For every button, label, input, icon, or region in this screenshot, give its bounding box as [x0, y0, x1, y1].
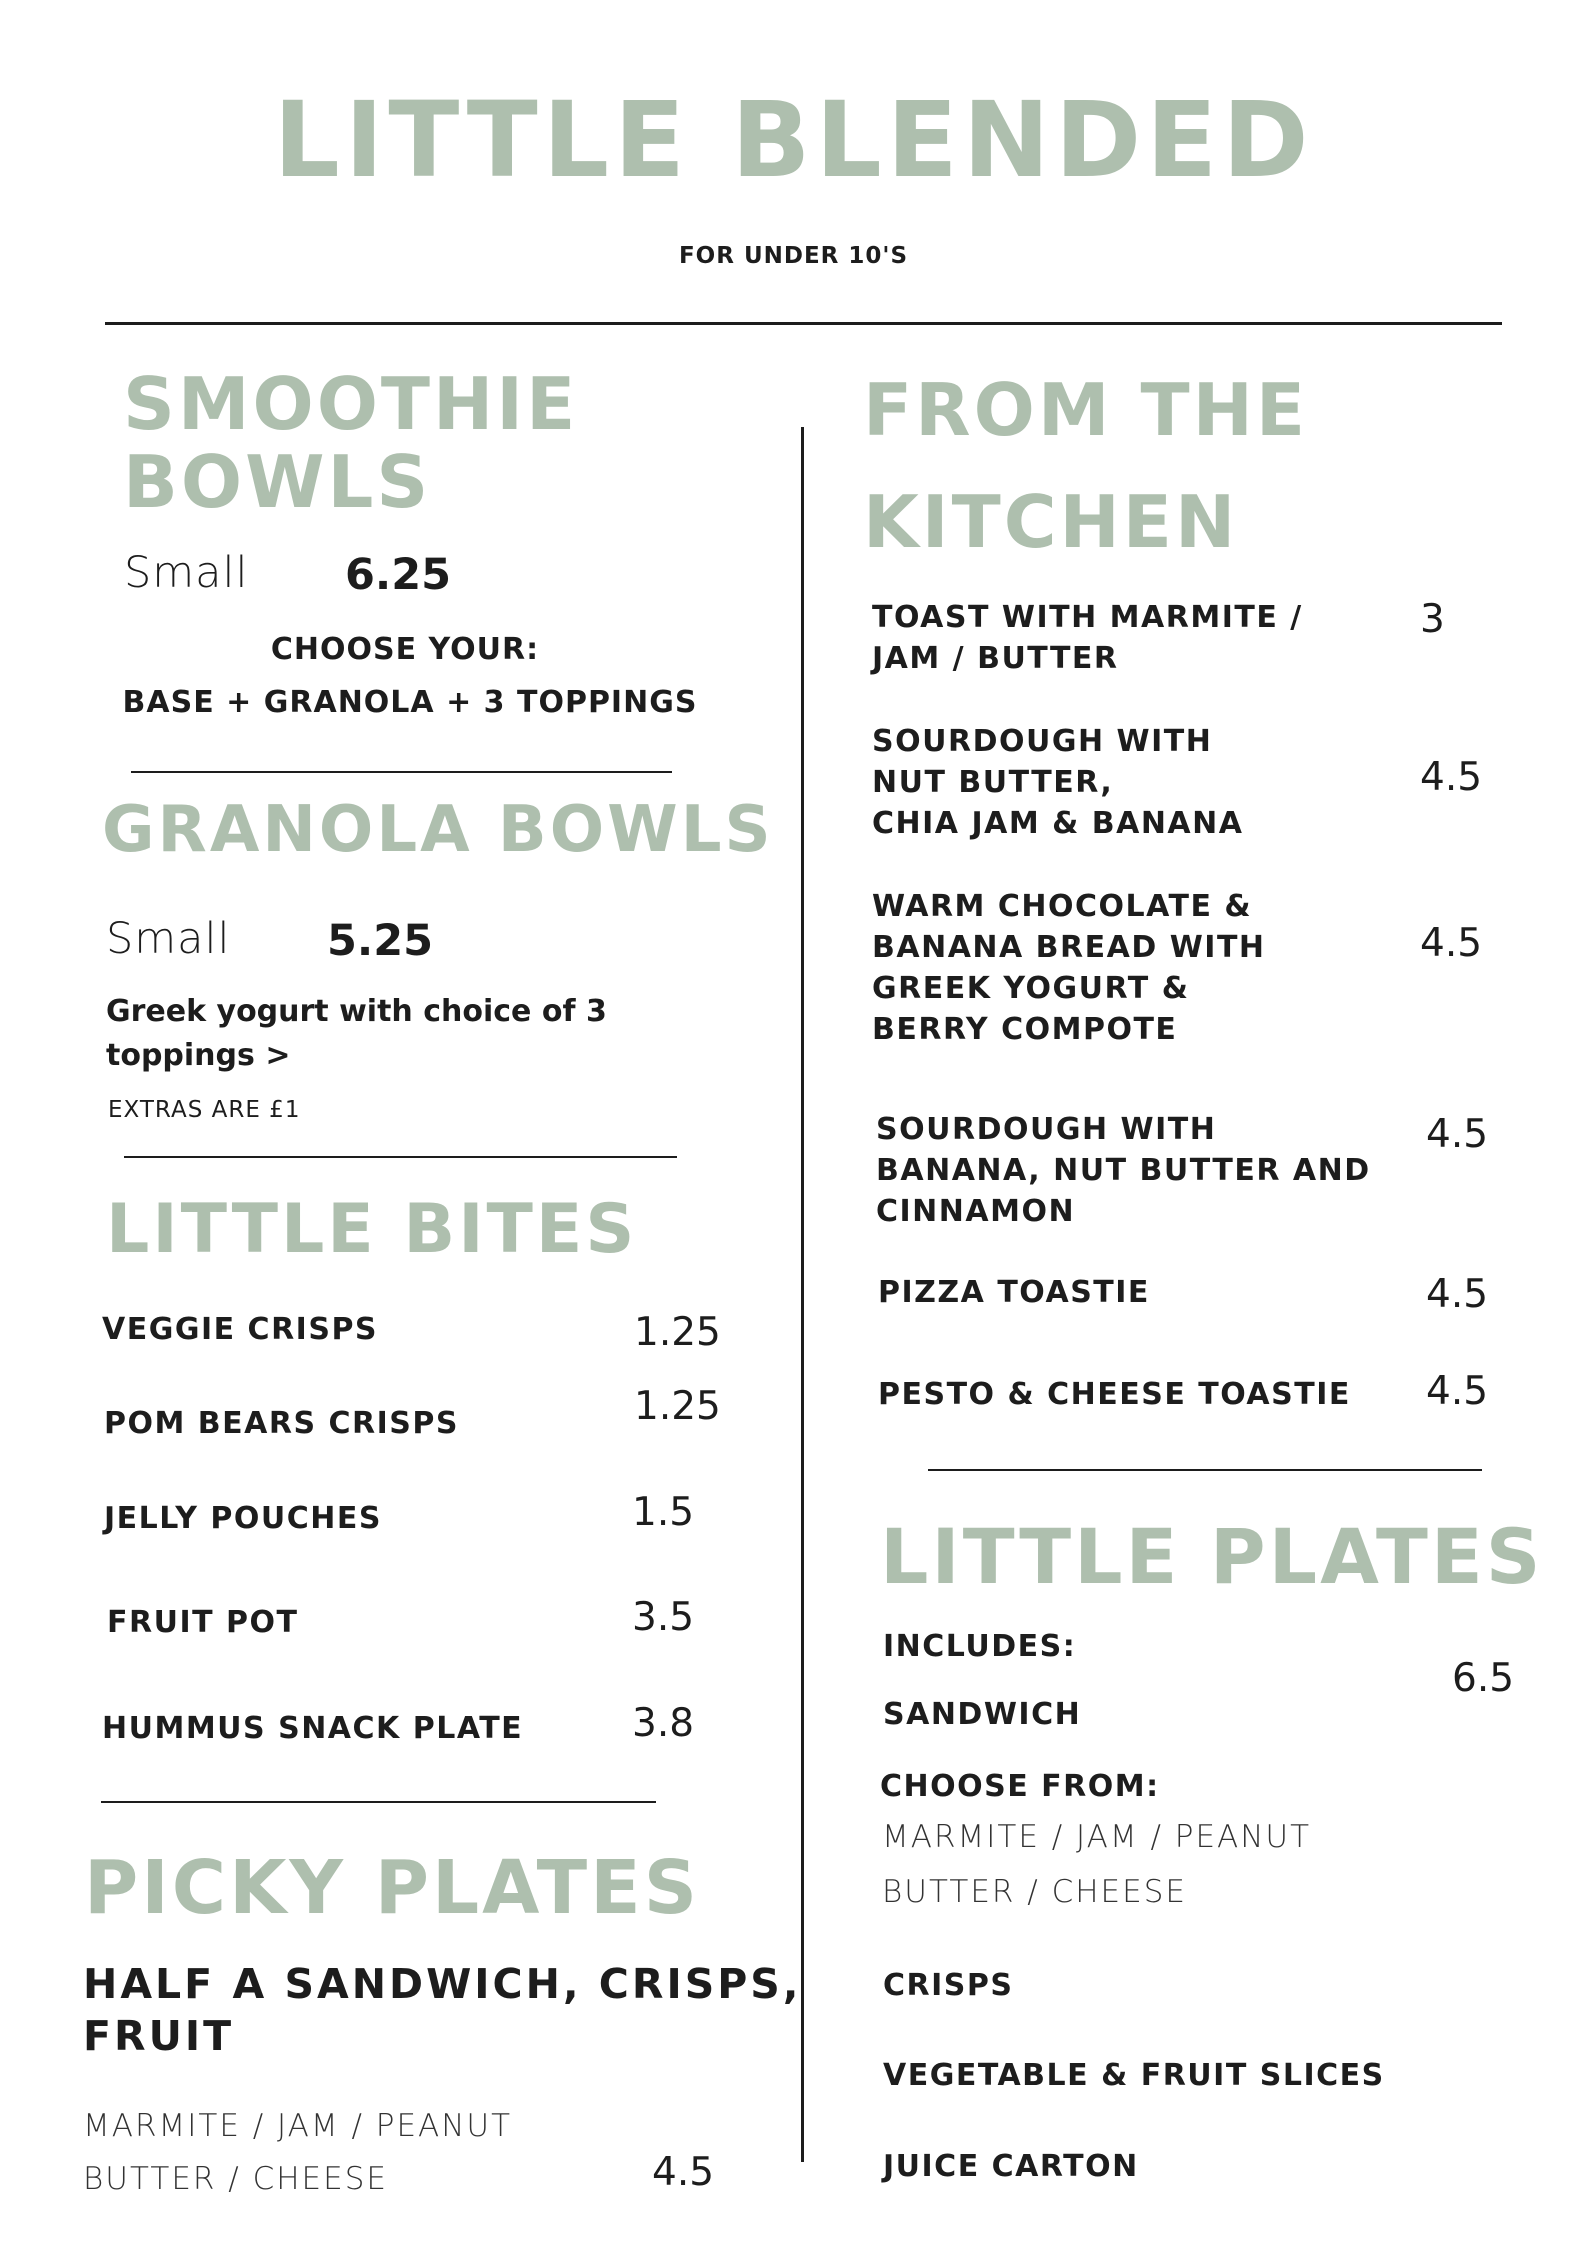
bite-item-price: 3.5: [632, 1595, 695, 1640]
smoothie-combo: BASE + GRANOLA + 3 TOPPINGS: [122, 685, 698, 720]
kitchen-item-line: SOURDOUGH WITH: [876, 1112, 1217, 1147]
picky-plates-heading: PICKY PLATES: [84, 1845, 701, 1931]
bites-divider: [101, 1801, 656, 1803]
kitchen-item-line: BANANA, NUT BUTTER AND: [876, 1153, 1371, 1188]
bite-item-name: POM BEARS CRISPS: [104, 1406, 459, 1441]
kitchen-heading-line1: FROM THE: [863, 368, 1309, 452]
smoothie-price: 6.25: [345, 550, 452, 600]
kitchen-item-price: 4.5: [1426, 1112, 1489, 1157]
kitchen-item-line: NUT BUTTER,: [872, 765, 1114, 800]
kitchen-item-line: PESTO & CHEESE TOASTIE: [878, 1377, 1351, 1412]
plates-sandwich: SANDWICH: [883, 1697, 1082, 1732]
plates-juice: JUICE CARTON: [883, 2149, 1139, 2184]
smoothie-divider: [131, 771, 672, 773]
menu-subtitle: FOR UNDER 10'S: [678, 243, 909, 269]
granola-desc-line2: toppings >: [106, 1038, 291, 1073]
bite-item-price: 1.25: [634, 1310, 721, 1355]
kitchen-item-line: JAM / BUTTER: [872, 641, 1119, 676]
bite-item-name: HUMMUS SNACK PLATE: [102, 1711, 524, 1746]
kitchen-item-line: GREEK YOGURT &: [872, 971, 1190, 1006]
menu-title: LITTLE BLENDED: [273, 79, 1314, 201]
bite-item-price: 3.8: [632, 1701, 695, 1746]
little-plates-heading: LITTLE PLATES: [880, 1512, 1544, 1601]
picky-options-line1: MARMITE / JAM / PEANUT: [83, 2108, 513, 2144]
kitchen-item-name: [878, 1272, 1150, 1313]
smoothie-size: Small: [124, 548, 249, 598]
little-bites-heading: LITTLE BITES: [106, 1190, 638, 1269]
smoothie-heading-line2: BOWLS: [123, 440, 432, 524]
picky-line2: FRUIT: [83, 2012, 235, 2060]
granola-desc-line1: Greek yogurt with choice of 3: [106, 994, 607, 1029]
kitchen-heading-line2: KITCHEN: [863, 480, 1239, 564]
kitchen-item-line: CHIA JAM & BANANA: [872, 806, 1244, 841]
kitchen-item-price: 4.5: [1420, 755, 1483, 800]
kitchen-item-line: PIZZA TOASTIE: [878, 1275, 1150, 1310]
smoothie-heading-line1: SMOOTHIE: [123, 362, 579, 446]
granola-price: 5.25: [327, 916, 434, 966]
plates-options-line2: BUTTER / CHEESE: [882, 1874, 1187, 1910]
plates-includes: INCLUDES:: [883, 1629, 1077, 1664]
granola-extras-note: EXTRAS ARE £1: [108, 1097, 301, 1123]
kitchen-item-name: [872, 886, 1266, 1050]
kitchen-item-line: SOURDOUGH WITH: [872, 724, 1213, 759]
kitchen-item-name: [878, 1374, 1351, 1415]
kitchen-item-line: BANANA BREAD WITH: [872, 930, 1266, 965]
kitchen-item-price: 4.5: [1426, 1272, 1489, 1317]
plates-choose-from: CHOOSE FROM:: [880, 1769, 1160, 1804]
picky-line1: HALF A SANDWICH, CRISPS,: [83, 1960, 802, 2008]
kitchen-item-line: TOAST WITH MARMITE /: [872, 600, 1303, 635]
picky-price: 4.5: [652, 2150, 715, 2195]
plates-veg: VEGETABLE & FRUIT SLICES: [883, 2058, 1385, 2093]
bite-item-price: 1.5: [632, 1490, 695, 1535]
kitchen-item-line: CINNAMON: [876, 1194, 1076, 1229]
bite-item-price: 1.25: [634, 1384, 721, 1429]
bite-item-name: VEGGIE CRISPS: [102, 1312, 379, 1347]
kitchen-item-name: [872, 597, 1303, 679]
kitchen-item-price: 3: [1420, 597, 1445, 642]
column-divider: [801, 427, 804, 2162]
plates-options-line1: MARMITE / JAM / PEANUT: [882, 1819, 1312, 1855]
plates-crisps: CRISPS: [883, 1968, 1014, 2003]
granola-divider: [124, 1156, 677, 1158]
granola-heading: GRANOLA BOWLS: [102, 793, 774, 867]
bite-item-name: JELLY POUCHES: [104, 1501, 382, 1536]
kitchen-item-line: BERRY COMPOTE: [872, 1012, 1178, 1047]
bite-item-name: FRUIT POT: [107, 1605, 299, 1640]
plates-price: 6.5: [1452, 1656, 1515, 1701]
granola-size: Small: [106, 914, 231, 964]
kitchen-item-price: 4.5: [1426, 1369, 1489, 1414]
kitchen-item-name: [872, 721, 1243, 844]
kitchen-item-line: WARM CHOCOLATE &: [872, 889, 1253, 924]
kitchen-item-price: 4.5: [1420, 921, 1483, 966]
header-divider: [105, 322, 1502, 325]
kitchen-divider: [928, 1469, 1482, 1471]
smoothie-choose: CHOOSE YOUR:: [270, 632, 540, 667]
picky-options-line2: BUTTER / CHEESE: [83, 2161, 388, 2197]
kitchen-item-name: [876, 1109, 1371, 1232]
